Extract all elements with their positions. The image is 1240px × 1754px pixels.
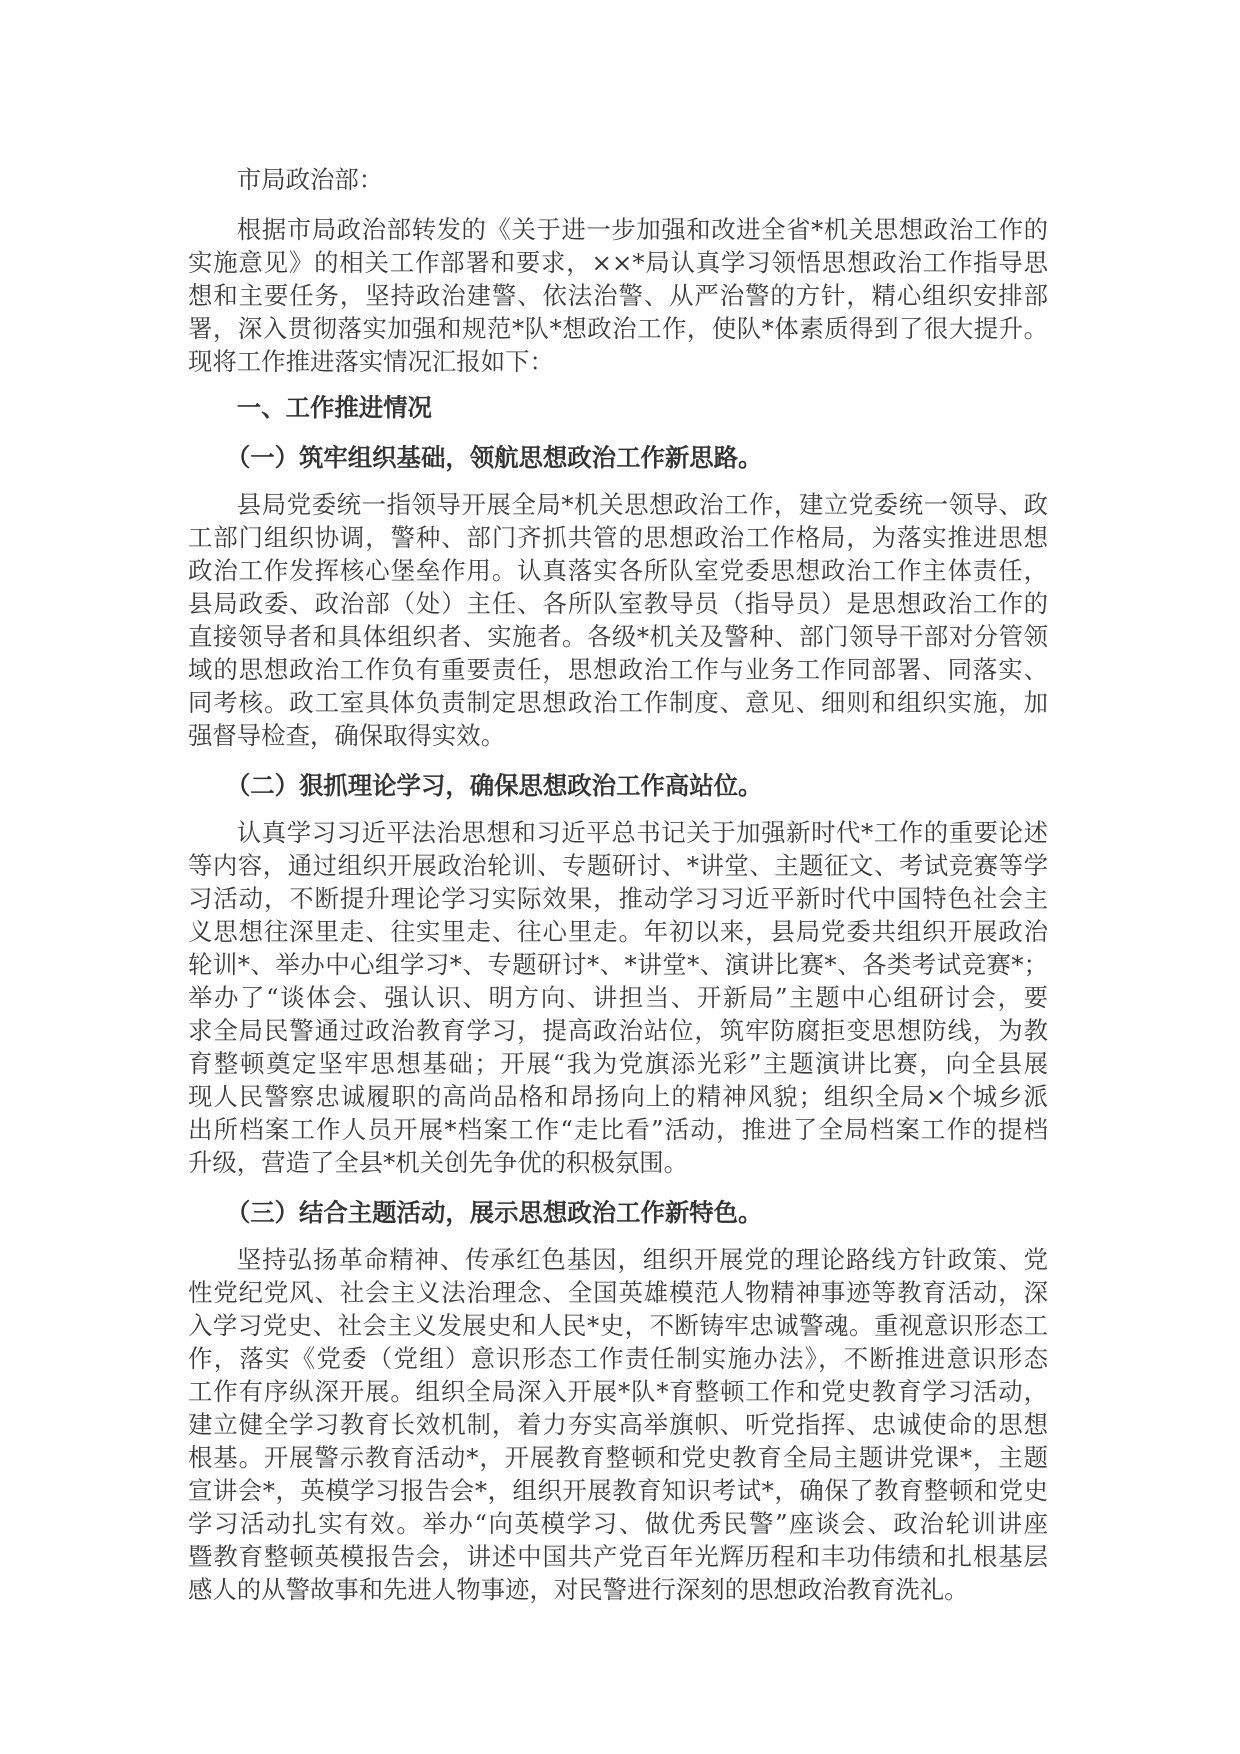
paragraph-line: 工作有序纵深开展。组织全局深入开展*队*育整顿工作和党史教育学习活动， [188, 1377, 1048, 1406]
paragraph-line: 升级，营造了全县*机关创先争优的积极氛围。 [188, 1148, 689, 1177]
salutation: 市局政治部： [236, 165, 384, 194]
paragraph-line: 举办了“谈体会、强认识、明方向、讲担当、开新局”主题中心组研讨会，要 [188, 983, 1048, 1012]
paragraph-line: 强督导检查，确保取得实效。 [188, 721, 506, 750]
paragraph-line: 轮训*、举办中心组学习*、专题研讨*、*讲堂*、演讲比赛*、各类考试竞赛*； [188, 950, 1048, 979]
paragraph-line: 工部门组织协调，警种、部门齐抓共管的思想政治工作格局，为落实推进思想 [188, 523, 1048, 552]
paragraph-line: 实施意见》的相关工作部署和要求，××*局认真学习领悟思想政治工作指导思 [188, 248, 1048, 277]
paragraph-line: 暨教育整顿英模报告会，讲述中国共产党百年光辉历程和丰功伟绩和扎根基层 [188, 1542, 1048, 1571]
paragraph-line: 想和主要任务，坚持政治建警、依法治警、从严治警的方针，精心组织安排部 [188, 281, 1048, 310]
paragraph-line: 习活动，不断提升理论学习实际效果，推动学习习近平新时代中国特色社会主 [188, 884, 1048, 913]
paragraph-line: 感人的从警故事和先进人物事迹，对民警进行深刻的思想政治教育洗礼。 [188, 1575, 969, 1604]
paragraph-line: 政治工作发挥核心堡垒作用。认真落实各所队室党委思想政治工作主体责任， [188, 556, 1048, 585]
paragraph-line: 作，落实《党委（党组）意识形态工作责任制实施办法》，不断推进意识形态 [188, 1344, 1048, 1373]
subsection-heading: （三）结合主题活动，展示思想政治工作新特色。 [225, 1198, 763, 1227]
paragraph-line: 域的思想政治工作负有重要责任，思想政治工作与业务工作同部署、同落实、 [188, 655, 1048, 684]
paragraph-line: 性党纪党风、社会主义法治理念、全国英雄模范人物精神事迹等教育活动，深 [188, 1278, 1048, 1307]
paragraph-line: 根据市局政治部转发的《关于进一步加强和改进全省*机关思想政治工作的 [236, 215, 1048, 244]
paragraph-line: 直接领导者和具体组织者、实施者。各级*机关及警种、部门领导干部对分管领 [188, 622, 1048, 651]
paragraph-line: 求全局民警通过政治教育学习，提高政治站位，筑牢防腐拒变思想防线，为教 [188, 1016, 1048, 1045]
paragraph-line: 根基。开展警示教育活动*，开展教育整顿和党史教育全局主题讲党课*，主题 [188, 1443, 1048, 1472]
intro-paragraph [188, 213, 1048, 378]
subsection-paragraph [188, 1243, 1048, 1606]
subsection-heading: （二）狠抓理论学习，确保思想政治工作高站位。 [225, 771, 763, 800]
paragraph-line: 宣讲会*，英模学习报告会*，组织开展教育知识考试*，确保了教育整顿和党史 [188, 1476, 1048, 1505]
paragraph-line: 学习活动扎实有效。举办“向英模学习、做优秀民警”座谈会、政治轮训讲座 [188, 1509, 1048, 1538]
paragraph-line: 出所档案工作人员开展*档案工作“走比看”活动，推进了全局档案工作的提档 [188, 1115, 1048, 1144]
section-heading: 一、工作推进情况 [236, 393, 432, 422]
subsection-paragraph [188, 488, 1048, 752]
paragraph-line: 署，深入贯彻落实加强和规范*队*想政治工作，使队*体素质得到了很大提升。 [188, 314, 1048, 343]
document-page [188, 163, 1048, 1606]
paragraph-line: 同考核。政工室具体负责制定思想政治工作制度、意见、细则和组织实施，加 [188, 688, 1048, 717]
paragraph-line: 认真学习习近平法治思想和习近平总书记关于加强新时代*工作的重要论述 [236, 818, 1048, 847]
paragraph-line: 义思想往深里走、往实里走、往心里走。年初以来，县局党委共组织开展政治 [188, 917, 1048, 946]
paragraph-line: 县局政委、政治部（处）主任、各所队室教导员（指导员）是思想政治工作的 [188, 589, 1048, 618]
subsection-paragraph [188, 816, 1048, 1179]
subsection-heading: （一）筑牢组织基础，领航思想政治工作新思路。 [225, 443, 763, 472]
paragraph-line: 入学习党史、社会主义发展史和人民*史，不断铸牢忠诚警魂。重视意识形态工 [188, 1311, 1048, 1340]
paragraph-line: 坚持弘扬革命精神、传承红色基因，组织开展党的理论路线方针政策、党 [236, 1245, 1048, 1274]
paragraph-line: 建立健全学习教育长效机制，着力夯实高举旗帜、听党指挥、忠诚使命的思想 [188, 1410, 1048, 1439]
paragraph-line: 育整顿奠定坚牢思想基础；开展“我为党旗添光彩”主题演讲比赛，向全县展 [188, 1049, 1048, 1078]
paragraph-line: 现人民警察忠诚履职的高尚品格和昂扬向上的精神风貌；组织全局×个城乡派 [188, 1082, 1048, 1111]
paragraph-line: 现将工作推进落实情况汇报如下： [188, 347, 554, 376]
paragraph-line: 县局党委统一指领导开展全局*机关思想政治工作，建立党委统一领导、政 [236, 490, 1048, 519]
subsections [188, 441, 1048, 1606]
paragraph-line: 等内容，通过组织开展政治轮训、专题研讨、*讲堂、主题征文、考试竞赛等学 [188, 851, 1048, 880]
